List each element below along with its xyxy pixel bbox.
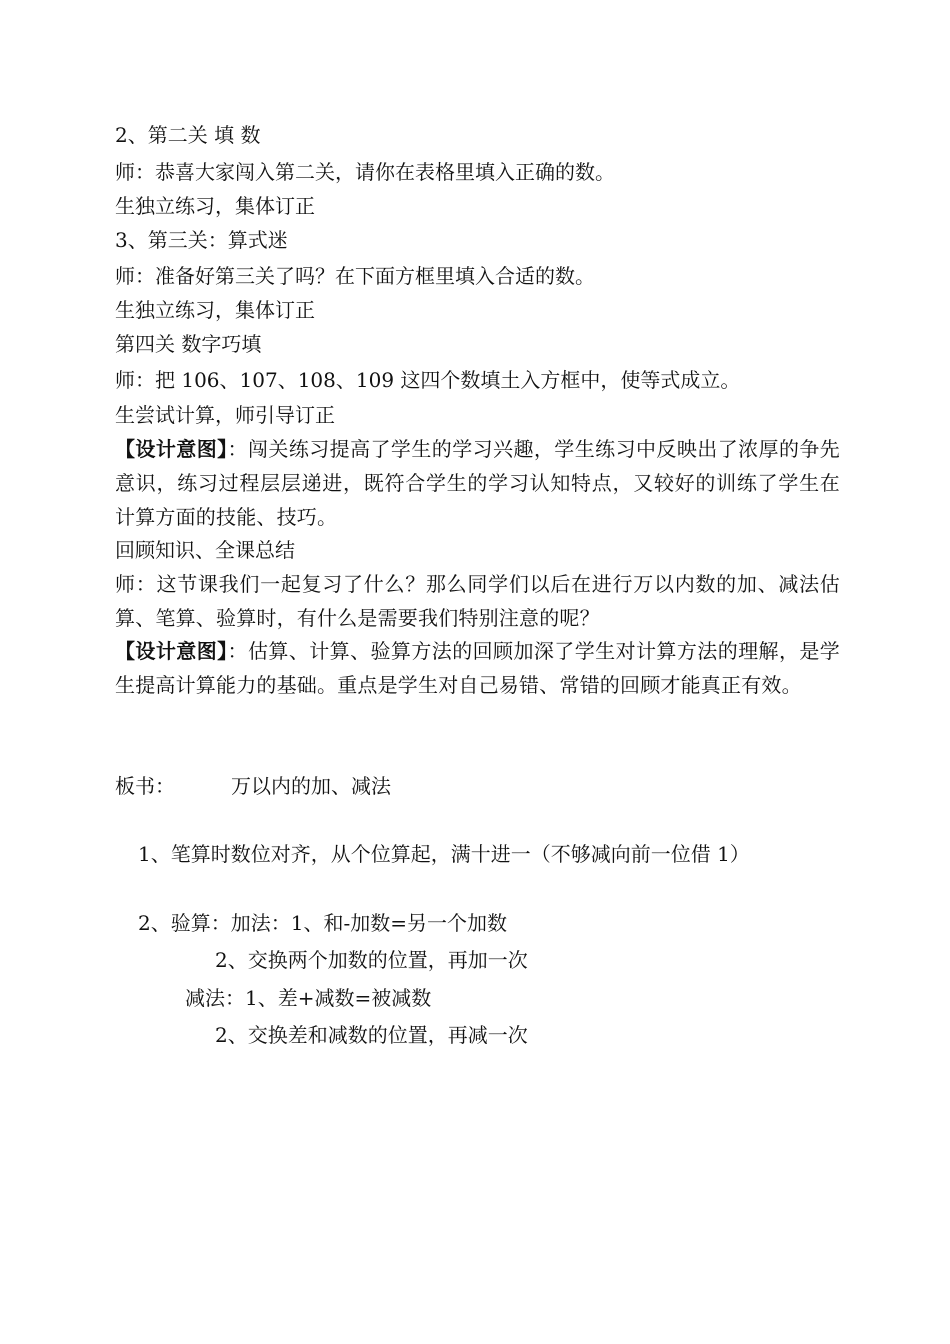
board-item-addition-swap: 2、交换两个加数的位置，再加一次: [215, 948, 528, 972]
student-attempt-line: 生尝试计算，师引导订正: [115, 403, 335, 427]
board-item-checking-subtraction: 减法：1、差+减数=被减数: [185, 986, 432, 1010]
teacher-line-level-two: 师：恭喜大家闯入第二关，请你在表格里填入正确的数。: [115, 160, 615, 184]
board-item-checking-addition: 2、验算：加法：1、和-加数=另一个加数: [138, 911, 507, 935]
design-intent-label: 【设计意图】: [115, 437, 228, 461]
teacher-question-paragraph: 师：这节课我们一起复习了什么？那么同学们以后在进行万以内数的加、减法估算、笔算、验算时，有什么是需要我们特别注意的呢？: [115, 572, 840, 630]
design-intent-paragraph-2: [115, 634, 840, 702]
design-intent-text: ：闯关练习提高了学生的学习兴趣，学生练习中反映出了浓厚的争先意识，练习过程层层递进，既符合学生的学习认知特点，又较好的训练了学生在计算方面的技能、技巧。: [115, 437, 841, 529]
review-heading: 回顾知识、全课总结: [115, 538, 295, 562]
design-intent-label: 【设计意图】: [115, 639, 228, 663]
board-title: 万以内的加、减法: [231, 774, 391, 798]
board-item-subtraction-swap: 2、交换差和减数的位置，再减一次: [215, 1023, 528, 1047]
board-item-written-calculation: 1、笔算时数位对齐，从个位算起，满十进一（不够减向前一位借 1）: [138, 842, 750, 866]
design-intent-paragraph-1: [115, 432, 840, 534]
student-practice-line: 生独立练习，集体订正: [115, 298, 315, 322]
level-two-heading: 2、第二关 填 数: [115, 123, 261, 147]
level-three-heading: 3、第三关：算式迷: [115, 228, 288, 252]
teacher-line-level-four: 师：把 106、107、108、109 这四个数填土入方框中，使等式成立。: [115, 368, 741, 392]
level-four-heading: 第四关 数字巧填: [115, 332, 262, 356]
board-label: 板书：: [115, 774, 175, 798]
student-practice-line: 生独立练习，集体订正: [115, 194, 315, 218]
design-intent-text: ：估算、计算、验算方法的回顾加深了学生对计算方法的理解，是学生提高计算能力的基础。重点是学生对自己易错、常错的回顾才能真正有效。: [115, 639, 841, 697]
teacher-line-level-three: 师：准备好第三关了吗？在下面方框里填入合适的数。: [115, 264, 595, 288]
